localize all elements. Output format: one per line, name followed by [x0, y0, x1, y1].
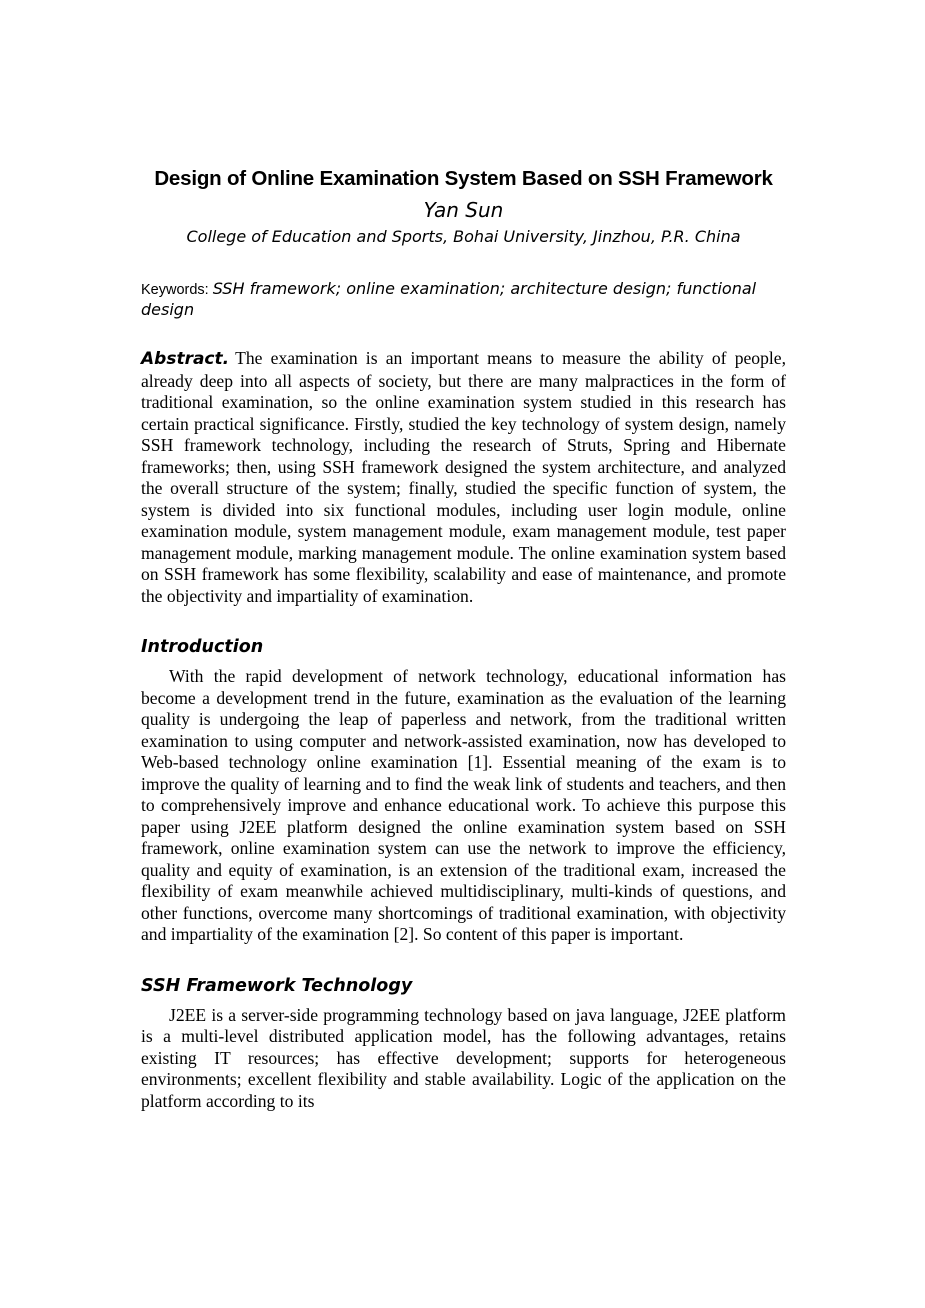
section-text-introduction: With the rapid development of network technology, educational information has become a development trend in the future, examination as the evaluation of the learning quality is undergoing the leap of paperless and network, from the traditional written examination to using computer and network-assisted examination, now has developed to Web-based technology online examination [1]. Essential meaning of the exam is to improve the quality of learning and to find the weak link of students and teachers, and then to comprehensively improve and enhance educational work. To achieve this purpose this paper using J2EE platform designed the online examination system based on SSH framework, online examination system can use the network to improve the efficiency, quality and equity of examination, is an extension of the traditional exam, increased the flexibility of exam meanwhile achieved multidisciplinary, multi-kinds of questions, and other functions, overcome many shortcomings of traditional examination, with objectivity and impartiality of the examination [2]. So content of this paper is important. [141, 666, 786, 944]
section-text-ssh-framework: J2EE is a server-side programming technology based on java language, J2EE platform is a multi-level distributed application model, has the following advantages, retains existing IT resources; has effective development; supports for heterogeneous environments; excellent flexibility and stable availability. Logic of the application on the platform according to its [141, 1004, 786, 1111]
author-name: Yan Sun [423, 198, 504, 222]
abstract-label: Abstract. [141, 349, 230, 369]
section-heading-introduction: Introduction [141, 637, 264, 657]
section-heading-ssh-framework: SSH Framework Technology [141, 975, 413, 996]
abstract [141, 348, 786, 607]
keywords-text: SSH framework; online examination; architecture design; functional design [141, 279, 757, 319]
keywords [141, 279, 786, 321]
author-affiliation: College of Education and Sports, Bohai University, Jinzhou, P.R. China [186, 227, 741, 246]
paper-page [141, 164, 786, 1112]
paper-title: Design of Online Examination System Based on SSH Framework [154, 167, 773, 190]
abstract-text: The examination is an important means to measure the ability of people, already deep into all aspects of society, but there are many malpractices in the form of traditional examination, so the online examination system studied in this research has certain practical significance. Firstly, studied the key technology of system design, namely SSH framework technology, including the research of Struts, Spring and Hibernate frameworks; then, using SSH framework designed the system architecture, and analyzed the overall structure of the system; finally, studied the specific function of system, the system is divided into six functional modules, including user login module, online examination module, system management module, exam management module, test paper management module, marking management module. The online examination system based on SSH framework has some flexibility, scalability and ease of maintenance, and promote the objectivity and impartiality of examination. [141, 348, 786, 606]
keywords-label: Keywords: [141, 282, 209, 298]
